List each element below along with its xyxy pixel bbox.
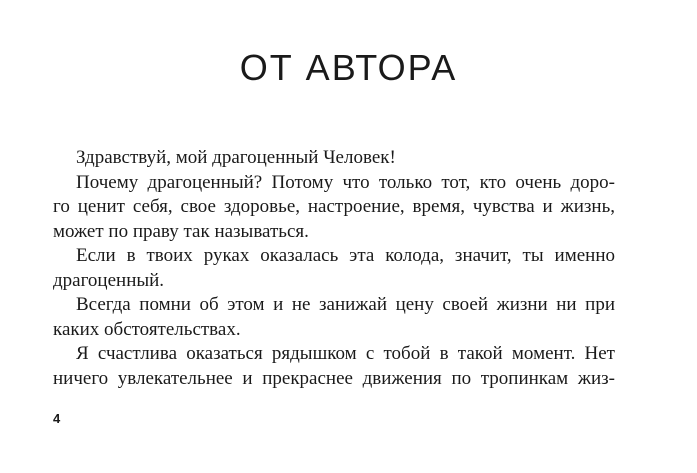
text-line: го ценит себя, свое здоровье, настроение, время, чувства и жизнь, bbox=[53, 196, 615, 217]
text-line: Здравствуй, мой драгоценный Человек! bbox=[76, 147, 396, 168]
text-line: Я счастлива оказаться рядышком с тобой в такой момент. Нет bbox=[76, 343, 615, 364]
text-line: ничего увлекательнее и прекраснее движения по тропинкам жиз- bbox=[53, 367, 615, 389]
body-text bbox=[53, 146, 615, 391]
text-line: Если в твоих руках оказалась эта колода, значит, ты именно bbox=[76, 245, 615, 266]
text-line: драгоценный. bbox=[53, 269, 165, 291]
text-line: Всегда помни об этом и не занижай цену своей жизни ни при bbox=[76, 294, 615, 315]
page-number: 4 bbox=[53, 411, 61, 426]
text-line: может по праву так называться. bbox=[53, 220, 309, 242]
text-line: Почему драгоценный? Потому что только тот, кто очень доро- bbox=[76, 171, 615, 193]
text-line: каких обстоятельствах. bbox=[53, 318, 241, 340]
page-title: ОТ АВТОРА bbox=[239, 47, 458, 88]
